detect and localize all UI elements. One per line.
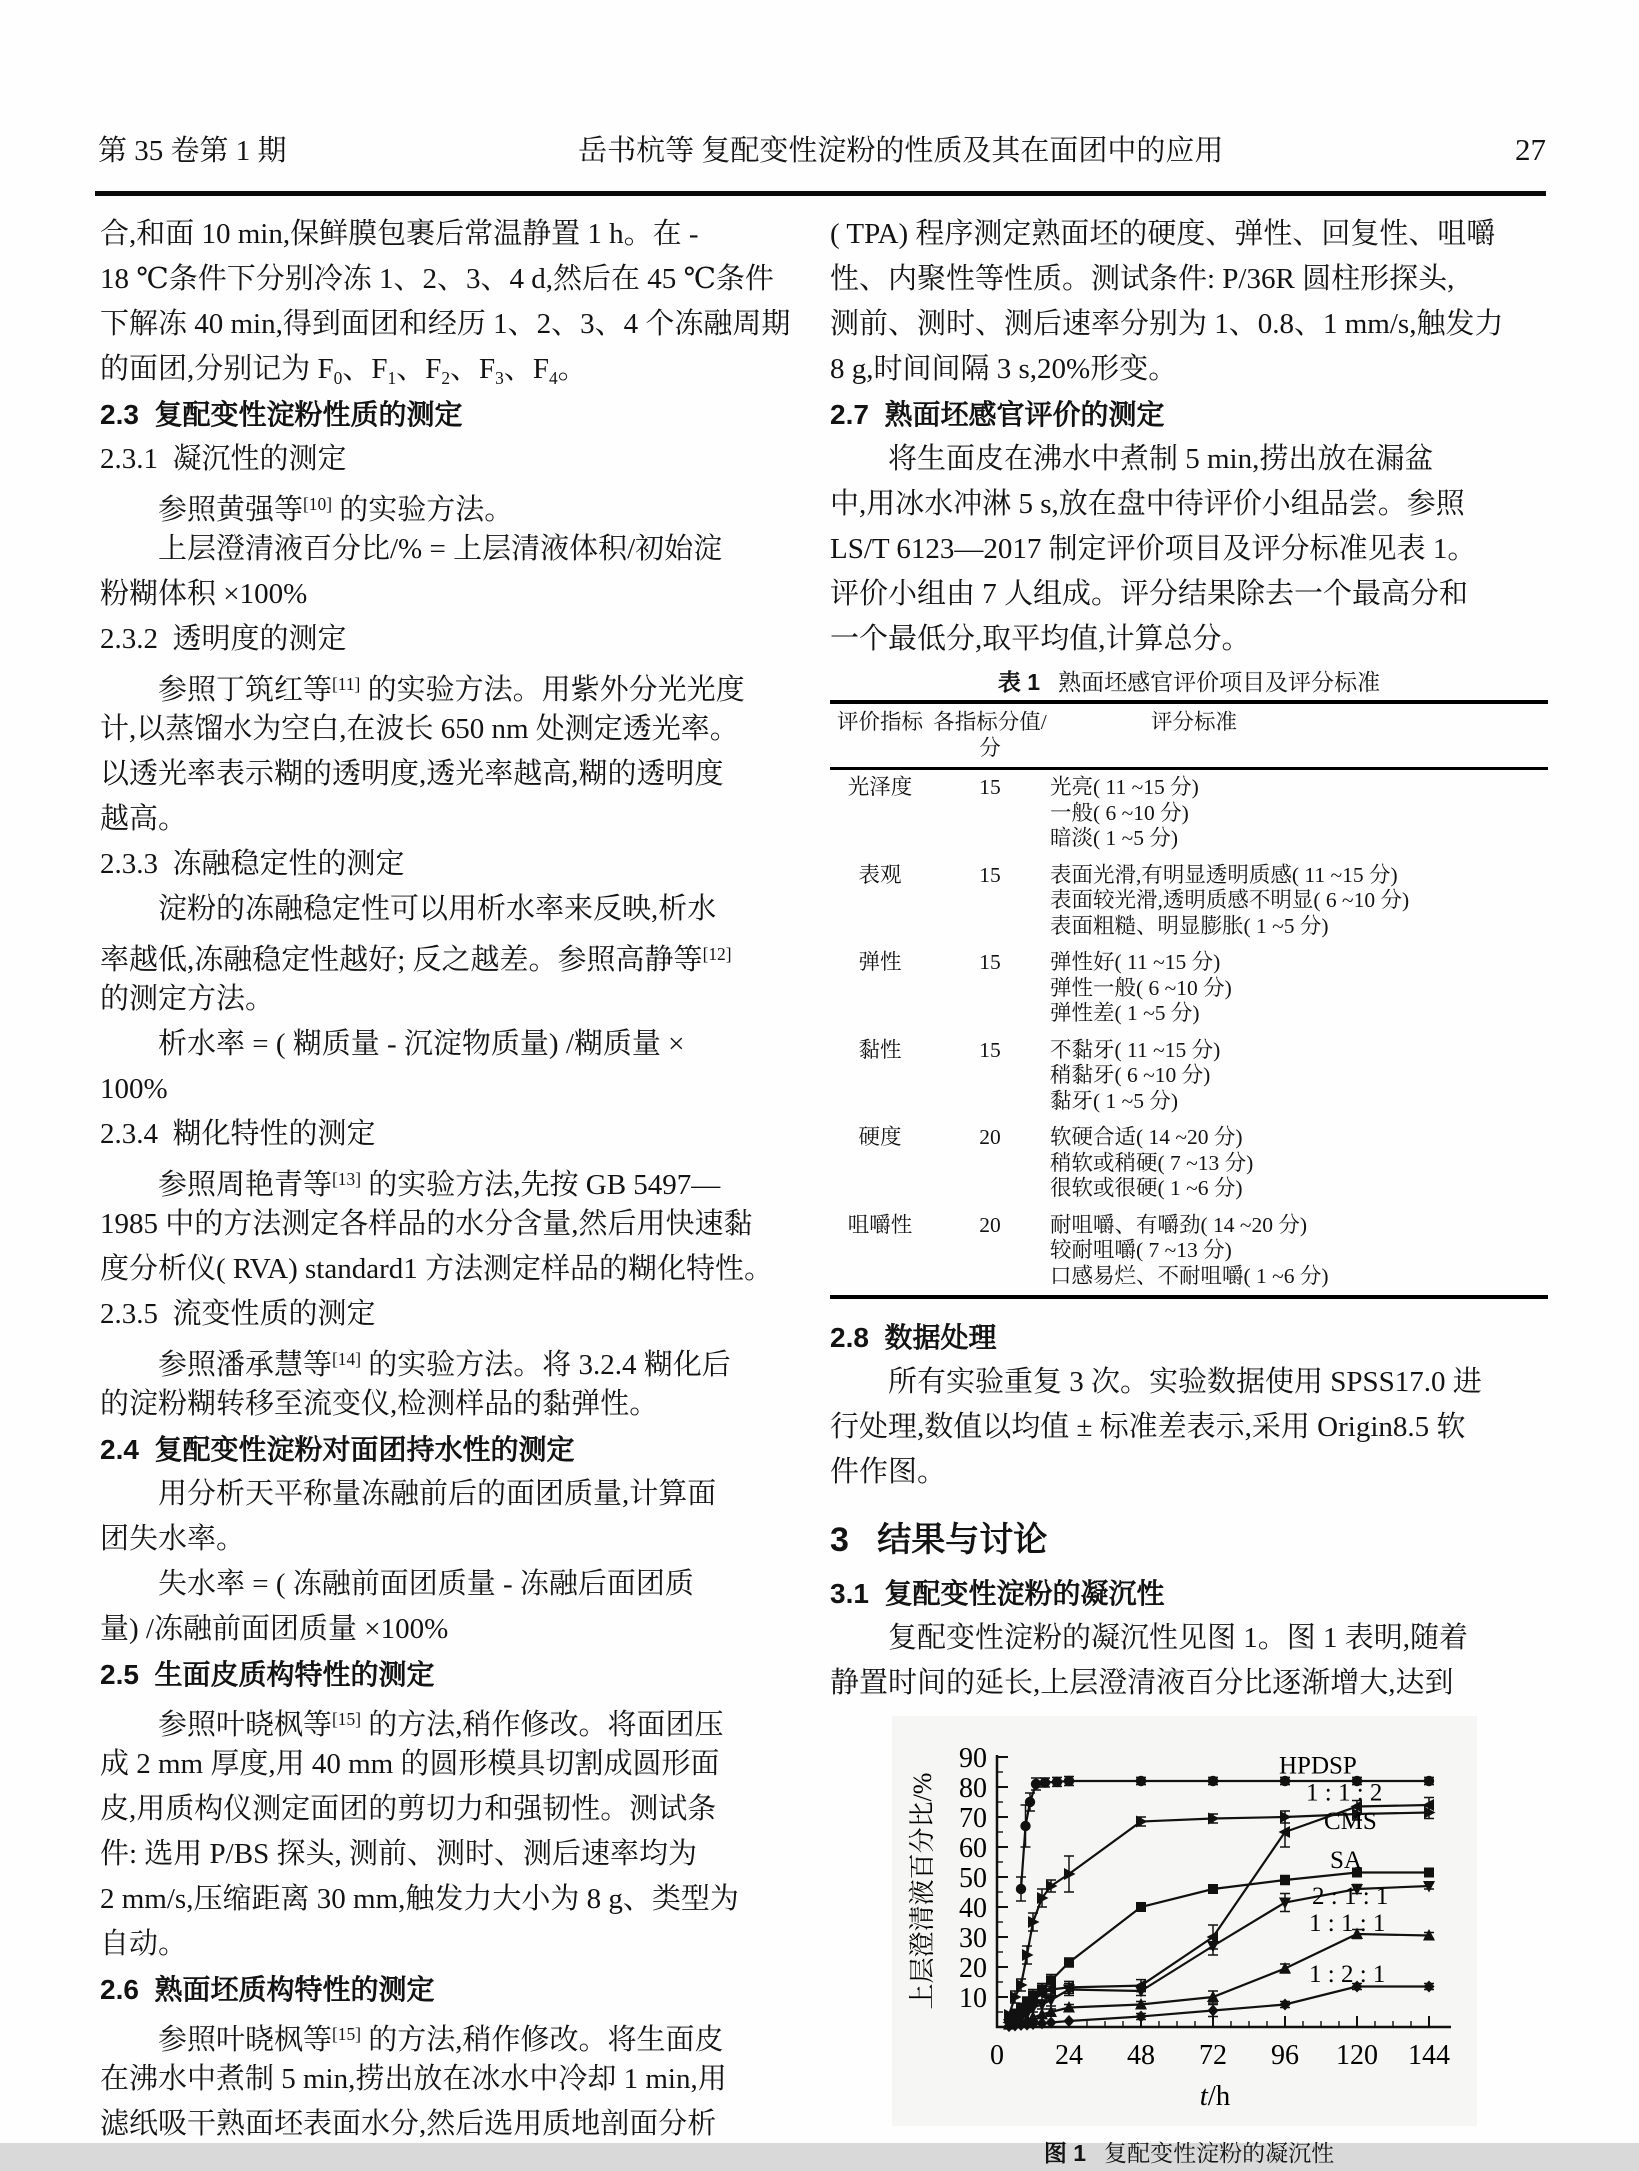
section-heading bbox=[100, 1967, 820, 2012]
text-run: 。 bbox=[557, 353, 587, 385]
text-run: 度分析仪( RVA) standard1 方法测定样品的糊化特性。 bbox=[100, 1253, 773, 1285]
data-point-circle bbox=[1424, 1776, 1434, 1786]
text-run: 性、内聚性等性质。测试条件: P/36R 圆柱形探头, bbox=[830, 263, 1455, 295]
table-cell-criteria bbox=[1050, 1213, 1548, 1290]
text-run: 参照黄强等 bbox=[158, 494, 304, 526]
text-line bbox=[830, 347, 1548, 392]
table-cell-criteria bbox=[1050, 863, 1548, 940]
data-point-diamond bbox=[1424, 1981, 1435, 1993]
text-run: 率越低,冻融稳定性越好; 反之越差。参照高静等 bbox=[100, 944, 703, 976]
text-run: LS/T 6123—2017 制定评价项目及评分标准见表 1。 bbox=[830, 533, 1477, 565]
criteria-line: 弹性一般( 6 ~10 分) bbox=[1050, 975, 1232, 1000]
table-cell-indicator: 弹性 bbox=[858, 950, 902, 974]
criteria-line: 很软或很硬( 1 ~6 分) bbox=[1050, 1176, 1243, 1200]
text-line bbox=[100, 1157, 820, 1202]
text-run: 复配变性淀粉的凝沉性见图 1。图 1 表明,随着 bbox=[888, 1622, 1469, 1654]
criteria-line: 口感易烂、不耐咀嚼( 1 ~6 分) bbox=[1050, 1263, 1329, 1288]
text-run: 以透光率表示糊的透明度,透光率越高,糊的透明度 bbox=[100, 758, 724, 790]
text-line bbox=[100, 437, 820, 482]
criteria-line: 弹性好( 11 ~15 分) bbox=[1050, 950, 1221, 974]
text-line bbox=[100, 842, 820, 887]
text-run: 上层澄清液百分比/% = 上层清液体积/初始淀 bbox=[158, 533, 723, 565]
subscript: 1 bbox=[387, 368, 397, 388]
data-point-triangle-down bbox=[1207, 1941, 1219, 1953]
series-label: SA bbox=[1330, 1847, 1362, 1874]
text-line bbox=[100, 257, 820, 302]
table-1 bbox=[830, 664, 1548, 1299]
text-run: 件: 选用 P/BS 探头, 测前、测时、测后速率均为 bbox=[100, 1838, 697, 1870]
text-run: 2.8 数据处理 bbox=[830, 1322, 997, 1353]
text-line bbox=[830, 1616, 1548, 1661]
text-run: 8 g,时间间隔 3 s,20%形变。 bbox=[830, 353, 1178, 385]
text-run: 团失水率。 bbox=[100, 1523, 246, 1555]
table-cell-score: 20 bbox=[979, 1212, 1001, 1237]
subscript: 3 bbox=[495, 368, 504, 388]
criteria-line: 耐咀嚼、有嚼劲( 14 ~20 分) bbox=[1050, 1212, 1308, 1237]
table-title-label: 表 1 bbox=[997, 669, 1041, 695]
text-run: 、F bbox=[450, 353, 496, 385]
y-tick-label: 40 bbox=[959, 1893, 987, 1924]
page-number: 27 bbox=[1515, 132, 1546, 167]
text-line bbox=[100, 1742, 820, 1787]
text-line bbox=[100, 977, 820, 1022]
text-line bbox=[100, 1607, 820, 1652]
page-header bbox=[98, 128, 1546, 169]
series-label: 2 : 1 : 1 bbox=[1312, 1883, 1389, 1910]
text-run: 越高。 bbox=[100, 803, 188, 835]
text-run: 失水率 = ( 冻融前面团质量 - 冻融后面团质 bbox=[158, 1568, 694, 1600]
section-heading bbox=[100, 1652, 820, 1697]
series-label: 1 : 2 : 1 bbox=[1309, 1961, 1386, 1988]
data-point-square bbox=[1037, 1985, 1047, 1995]
reference-superscript: [12] bbox=[702, 944, 732, 964]
text-run: 2 mm/s,压缩距离 30 mm,触发力大小为 8 g、类型为 bbox=[100, 1883, 739, 1915]
text-line bbox=[830, 572, 1548, 617]
text-line bbox=[830, 437, 1548, 482]
table-header-indicator: 评价指标 bbox=[836, 710, 923, 734]
text-run: 在沸水中煮制 5 min,捞出放在冰水中冷却 1 min,用 bbox=[100, 2063, 727, 2095]
series-label: HPDSP bbox=[1279, 1752, 1357, 1780]
text-run: 、F bbox=[342, 353, 388, 385]
volume-issue: 第 35 卷第 1 期 bbox=[98, 135, 287, 167]
text-run: 所有实验重复 3 次。实验数据使用 SPSS17.0 进 bbox=[888, 1366, 1482, 1398]
text-line bbox=[100, 662, 820, 707]
section-heading bbox=[100, 1427, 820, 1472]
text-line bbox=[100, 1562, 820, 1607]
text-run: 2.3.5 流变性质的测定 bbox=[100, 1298, 376, 1330]
text-line bbox=[100, 887, 820, 932]
text-run: 2.5 生面皮质构特性的测定 bbox=[100, 1659, 435, 1690]
text-line bbox=[100, 527, 820, 572]
text-line bbox=[830, 482, 1548, 527]
data-point-circle bbox=[1040, 1777, 1050, 1787]
table-cell-criteria bbox=[1050, 950, 1548, 1027]
criteria-line: 稍软或稍硬( 7 ~13 分) bbox=[1050, 1150, 1254, 1175]
subscript: 4 bbox=[549, 368, 558, 388]
table-row bbox=[830, 1208, 1548, 1296]
table-cell-criteria bbox=[1050, 1125, 1548, 1202]
data-point-square bbox=[1136, 1902, 1146, 1912]
text-run: 下解冻 40 min,得到面团和经历 1、2、3、4 个冻融周期 bbox=[100, 308, 791, 340]
data-point-circle bbox=[1064, 1776, 1074, 1786]
text-line bbox=[100, 1787, 820, 1832]
data-point-square bbox=[1028, 1991, 1038, 2001]
text-line bbox=[100, 1472, 820, 1517]
table-cell-score: 15 bbox=[979, 950, 1001, 974]
text-run: 18 ℃条件下分别冷冻 1、2、3、4 d,然后在 45 ℃条件 bbox=[100, 263, 774, 295]
table-row bbox=[830, 945, 1548, 1033]
text-run: 析水率 = ( 糊质量 - 沉淀物质量) /糊质量 × bbox=[158, 1028, 685, 1060]
criteria-line: 较耐咀嚼( 7 ~13 分) bbox=[1050, 1238, 1232, 1262]
table-row bbox=[830, 858, 1548, 946]
text-run: 2.6 熟面坯质构特性的测定 bbox=[100, 1974, 435, 2005]
criteria-line: 软硬合适( 14 ~20 分) bbox=[1050, 1125, 1243, 1149]
figure-caption bbox=[830, 2136, 1548, 2170]
data-point-diamond bbox=[1208, 2005, 1219, 2017]
text-run: 测前、测时、测后速率分别为 1、0.8、1 mm/s,触发力 bbox=[830, 308, 1504, 340]
criteria-line: 表面粗糙、明显膨胀( 1 ~5 分) bbox=[1050, 913, 1329, 938]
data-point-circle bbox=[1052, 1777, 1062, 1787]
x-tick-label: 24 bbox=[1055, 2040, 1083, 2071]
criteria-line: 表面光滑,有明显透明质感( 11 ~15 分) bbox=[1050, 862, 1398, 887]
x-tick-label: 72 bbox=[1199, 2040, 1227, 2071]
reference-superscript: [10] bbox=[303, 494, 332, 514]
x-tick-label: 144 bbox=[1408, 2040, 1450, 2071]
text-line bbox=[100, 212, 820, 257]
data-point-diamond bbox=[1280, 1999, 1291, 2011]
table-header-score: 各指标分值/分 bbox=[933, 710, 1047, 760]
x-tick-label: 48 bbox=[1127, 2040, 1155, 2071]
text-run: 的实验方法,先按 GB 5497— bbox=[361, 1169, 721, 1201]
criteria-line: 暗淡( 1 ~5 分) bbox=[1050, 826, 1179, 850]
right-column-top bbox=[830, 212, 1548, 662]
table-row bbox=[830, 1033, 1548, 1121]
data-point-square bbox=[1280, 1875, 1290, 1885]
text-line bbox=[100, 1202, 820, 1247]
text-run: 参照丁筑红等 bbox=[158, 674, 333, 706]
y-tick-label: 10 bbox=[959, 1983, 987, 2014]
data-point-circle bbox=[1020, 1821, 1030, 1831]
text-line bbox=[100, 1112, 820, 1157]
text-line bbox=[100, 2057, 820, 2102]
reference-superscript: [11] bbox=[332, 674, 361, 694]
text-line bbox=[100, 1022, 820, 1067]
text-run: 将生面皮在沸水中煮制 5 min,捞出放在漏盆 bbox=[888, 443, 1434, 475]
text-line bbox=[100, 617, 820, 662]
text-run: 淀粉的冻融稳定性可以用析水率来反映,析水 bbox=[158, 893, 717, 925]
section-heading bbox=[830, 1509, 1548, 1571]
reference-superscript: [15] bbox=[332, 1709, 361, 1729]
y-tick-label: 90 bbox=[959, 1743, 987, 1774]
criteria-line: 黏牙( 1 ~5 分) bbox=[1050, 1088, 1179, 1113]
text-run: 2.3 复配变性淀粉性质的测定 bbox=[100, 399, 463, 430]
text-line bbox=[830, 212, 1548, 257]
text-run: 合,和面 10 min,保鲜膜包裹后常温静置 1 h。在 - bbox=[100, 218, 699, 250]
table-cell-score: 15 bbox=[979, 775, 1001, 799]
table-cell-indicator: 咀嚼性 bbox=[847, 1212, 913, 1237]
text-run: 静置时间的延长,上层澄清液百分比逐渐增大,达到 bbox=[830, 1667, 1454, 1699]
text-run: 评价小组由 7 人组成。评分结果除去一个最高分和 bbox=[830, 578, 1469, 610]
text-line bbox=[100, 482, 820, 527]
data-point-square bbox=[1208, 1884, 1218, 1894]
section-heading bbox=[830, 1315, 1548, 1360]
table-rows bbox=[830, 770, 1548, 1295]
subscript: 0 bbox=[333, 368, 343, 388]
text-run: 2.3.4 糊化特性的测定 bbox=[100, 1118, 376, 1150]
running-title: 岳书杭等 复配变性淀粉的性质及其在面团中的应用 bbox=[578, 135, 1224, 167]
figure-caption-label: 图 1 bbox=[1043, 2140, 1087, 2166]
y-tick-label: 20 bbox=[959, 1953, 987, 1984]
text-run: 自动。 bbox=[100, 1928, 188, 1960]
text-line bbox=[100, 932, 820, 977]
text-run: 2.4 复配变性淀粉对面团持水性的测定 bbox=[100, 1434, 575, 1465]
text-run: 一个最低分,取平均值,计算总分。 bbox=[830, 623, 1251, 655]
subscript: 2 bbox=[441, 368, 451, 388]
left-column bbox=[100, 212, 820, 2147]
text-line bbox=[100, 1337, 820, 1382]
text-line bbox=[100, 2102, 820, 2147]
table-header-row bbox=[830, 704, 1548, 770]
reference-superscript: [14] bbox=[332, 1349, 361, 1369]
y-axis-title: 上层澄清液百分比/% bbox=[908, 1772, 937, 2010]
data-point-circle bbox=[1208, 1776, 1218, 1786]
table-title-text: 熟面坯感官评价项目及评分标准 bbox=[1058, 670, 1381, 695]
data-point-circle bbox=[1025, 1797, 1035, 1807]
text-run: 的方法,稍作修改。将面团压 bbox=[361, 1709, 724, 1741]
text-run: 成 2 mm 厚度,用 40 mm 的圆形模具切割成圆形面 bbox=[100, 1748, 720, 1780]
x-axis-title: t/h bbox=[1199, 2080, 1231, 2112]
data-point-circle bbox=[1136, 1776, 1146, 1786]
data-point-diamond bbox=[1064, 2015, 1075, 2027]
criteria-line: 稍黏牙( 6 ~10 分) bbox=[1050, 1063, 1211, 1087]
right-column-post bbox=[830, 1315, 1548, 1706]
section-heading bbox=[830, 1571, 1548, 1616]
text-run: 滤纸吸干熟面坯表面水分,然后选用质地剖面分析 bbox=[100, 2108, 717, 2140]
table-cell-indicator: 光泽度 bbox=[847, 775, 913, 799]
data-point-square bbox=[1424, 1868, 1434, 1878]
x-tick-label: 120 bbox=[1336, 2040, 1378, 2071]
text-line bbox=[100, 1247, 820, 1292]
text-run: 量) /冻融前面团质量 ×100% bbox=[100, 1613, 449, 1645]
text-line bbox=[100, 347, 820, 392]
text-line bbox=[830, 617, 1548, 662]
text-line bbox=[100, 1517, 820, 1562]
data-point-diamond bbox=[1136, 2011, 1147, 2023]
table-header-criteria: 评分标准 bbox=[1150, 710, 1237, 734]
y-tick-label: 80 bbox=[959, 1773, 987, 1804]
text-line bbox=[830, 302, 1548, 347]
text-line bbox=[100, 1922, 820, 1967]
text-run: 1985 中的方法测定各样品的水分含量,然后用快速黏 bbox=[100, 1208, 753, 1240]
text-run: 的测定方法。 bbox=[100, 983, 275, 1015]
data-point-circle bbox=[1016, 1884, 1026, 1894]
text-run: 参照叶晓枫等 bbox=[158, 2024, 333, 2056]
criteria-line: 弹性差( 1 ~5 分) bbox=[1050, 1001, 1200, 1025]
text-run: 3.1 复配变性淀粉的凝沉性 bbox=[830, 1578, 1165, 1609]
text-run: 的实验方法。将 3.2.4 糊化后 bbox=[361, 1349, 731, 1381]
text-line bbox=[830, 257, 1548, 302]
figure-caption-text: 复配变性淀粉的凝沉性 bbox=[1104, 2141, 1335, 2166]
text-run: 用分析天平称量冻融前后的面团质量,计算面 bbox=[158, 1478, 717, 1510]
text-line bbox=[100, 1832, 820, 1877]
text-line bbox=[100, 1067, 820, 1112]
reference-superscript: [15] bbox=[332, 2024, 361, 2044]
table-title bbox=[830, 664, 1548, 700]
text-line bbox=[100, 752, 820, 797]
text-run: 的面团,分别记为 F bbox=[100, 353, 334, 385]
section-heading bbox=[100, 392, 820, 437]
text-run: 、F bbox=[396, 353, 442, 385]
table-cell-indicator: 硬度 bbox=[858, 1125, 902, 1149]
section-heading bbox=[830, 392, 1548, 437]
table-cell-score: 15 bbox=[979, 862, 1001, 887]
table-row bbox=[830, 1120, 1548, 1208]
criteria-line: 表面较光滑,透明质感不明显( 6 ~10 分) bbox=[1050, 888, 1410, 912]
reference-superscript: [13] bbox=[332, 1169, 361, 1189]
text-run: 计,以蒸馏水为空白,在波长 650 nm 处测定透光率。 bbox=[100, 713, 739, 745]
y-tick-label: 60 bbox=[959, 1833, 987, 1864]
text-line bbox=[100, 302, 820, 347]
table-cell-criteria bbox=[1050, 775, 1548, 852]
text-line bbox=[830, 1360, 1548, 1405]
text-run: 中,用冰水冲淋 5 s,放在盘中待评价小组品尝。参照 bbox=[830, 488, 1465, 520]
series-label: 1 : 1 : 1 bbox=[1309, 1910, 1386, 1937]
text-line bbox=[100, 1382, 820, 1427]
text-run: 2.3.3 冻融稳定性的测定 bbox=[100, 848, 405, 880]
text-run: 的淀粉糊转移至流变仪,检测样品的黏弹性。 bbox=[100, 1388, 659, 1420]
header-rule bbox=[95, 191, 1546, 196]
y-tick-label: 50 bbox=[959, 1863, 987, 1894]
table-1-body bbox=[830, 700, 1548, 1299]
y-tick-label: 70 bbox=[959, 1803, 987, 1834]
text-line bbox=[100, 707, 820, 752]
table-cell-indicator: 黏性 bbox=[858, 1037, 902, 1062]
text-run: 参照潘承慧等 bbox=[158, 1349, 333, 1381]
text-run: 粉糊体积 ×100% bbox=[100, 578, 308, 610]
text-run: 3 结果与讨论 bbox=[830, 1521, 1048, 1559]
y-tick-label: 30 bbox=[959, 1923, 987, 1954]
text-run: 的方法,稍作修改。将生面皮 bbox=[361, 2024, 724, 2056]
series-label: 1 : 1 : 2 bbox=[1306, 1779, 1383, 1807]
x-tick-label: 0 bbox=[990, 2040, 1004, 2071]
text-run: 2.3.1 凝沉性的测定 bbox=[100, 443, 347, 475]
text-line bbox=[100, 2012, 820, 2057]
text-run: 、F bbox=[503, 353, 550, 385]
data-point-circle bbox=[1031, 1779, 1041, 1789]
table-cell-score: 15 bbox=[979, 1037, 1001, 1062]
text-line bbox=[830, 1450, 1548, 1495]
text-line bbox=[830, 1405, 1548, 1450]
table-cell-score: 20 bbox=[979, 1125, 1001, 1149]
criteria-line: 不黏牙( 11 ~15 分) bbox=[1050, 1037, 1221, 1062]
text-run: 件作图。 bbox=[830, 1456, 947, 1488]
text-run: 的实验方法。用紫外分光光度 bbox=[360, 674, 745, 706]
right-column bbox=[830, 212, 1548, 2170]
criteria-line: 一般( 6 ~10 分) bbox=[1050, 800, 1189, 825]
x-tick-label: 96 bbox=[1271, 2040, 1299, 2071]
text-run: 100% bbox=[100, 1073, 168, 1105]
text-run: 参照周艳青等 bbox=[158, 1169, 333, 1201]
text-line bbox=[830, 1661, 1548, 1706]
text-run: 2.3.2 透明度的测定 bbox=[100, 623, 347, 655]
table-cell-indicator: 表观 bbox=[858, 862, 902, 887]
text-line bbox=[100, 1877, 820, 1922]
text-line bbox=[100, 1697, 820, 1742]
data-point-square bbox=[1064, 1958, 1074, 1968]
text-run: ( TPA) 程序测定熟面坯的硬度、弹性、回复性、咀嚼 bbox=[830, 218, 1496, 250]
data-point-triangle-down bbox=[1279, 1898, 1291, 1910]
text-line bbox=[100, 572, 820, 617]
text-run: 皮,用质构仪测定面团的剪切力和强韧性。测试条 bbox=[100, 1793, 717, 1825]
series-label: CMS bbox=[1324, 1808, 1377, 1835]
text-run: 行处理,数值以均值 ± 标准差表示,采用 Origin8.5 软 bbox=[830, 1411, 1466, 1443]
text-line bbox=[100, 1292, 820, 1337]
criteria-line: 光亮( 11 ~15 分) bbox=[1050, 775, 1199, 799]
table-row bbox=[830, 770, 1548, 858]
text-run: 2.7 熟面坯感官评价的测定 bbox=[830, 399, 1165, 430]
text-run: 参照叶晓枫等 bbox=[158, 1709, 333, 1741]
text-line bbox=[830, 527, 1548, 572]
data-point-square bbox=[1046, 1976, 1056, 1986]
table-cell-criteria bbox=[1050, 1038, 1548, 1115]
figure-1-chart bbox=[897, 1719, 1467, 2119]
text-line bbox=[100, 797, 820, 842]
text-run: 的实验方法。 bbox=[332, 494, 514, 526]
figure-1 bbox=[892, 1716, 1477, 2126]
